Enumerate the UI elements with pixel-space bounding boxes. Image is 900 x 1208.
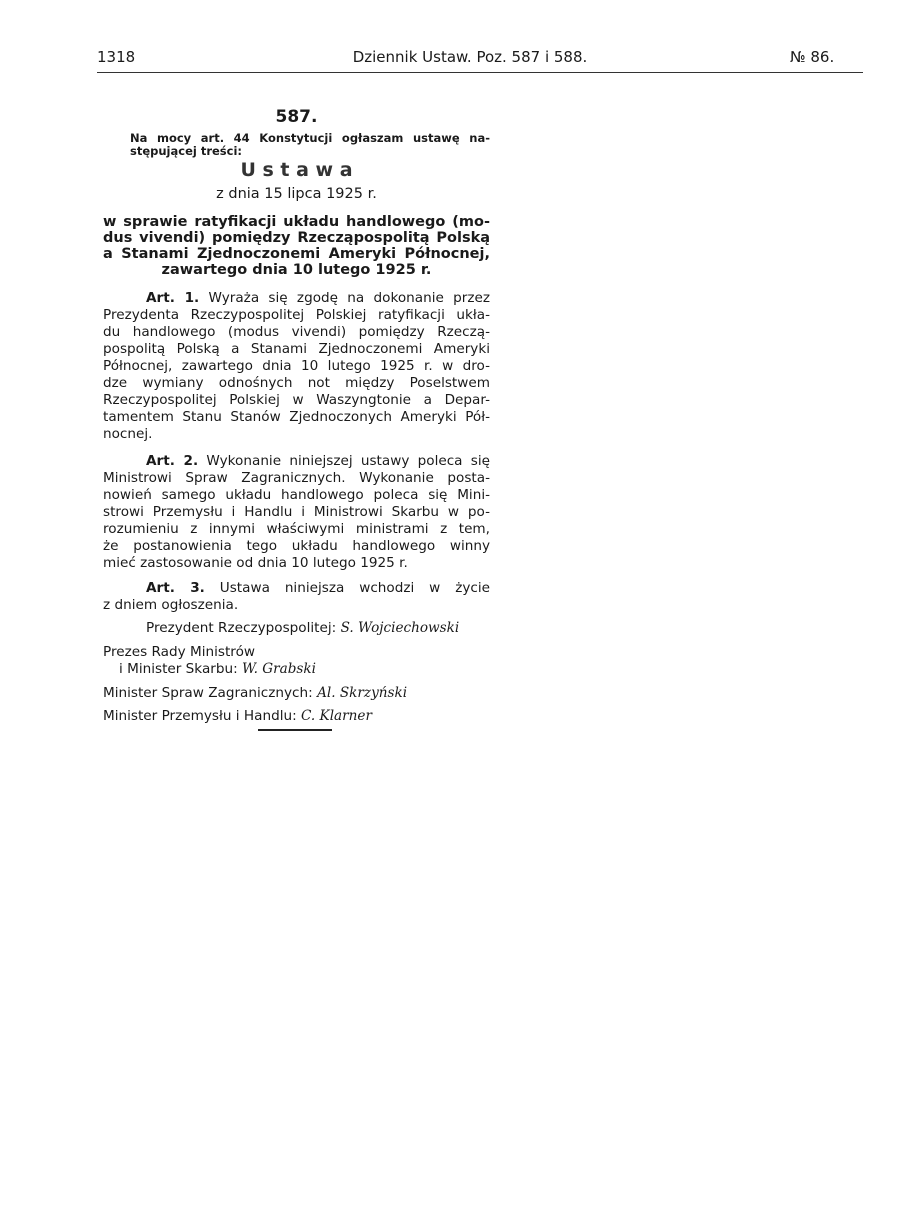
page-number: 1318 bbox=[97, 48, 136, 66]
article-line: nocnej. bbox=[103, 426, 153, 442]
title-line: zawartego dnia 10 lutego 1925 r. bbox=[161, 262, 432, 278]
article-line: mieć zastosowanie od dnia 10 lutego 1925 r. bbox=[103, 555, 408, 571]
article-line: pospolitą Polską a Stanami Zjednoczonemi Ameryki bbox=[103, 341, 490, 357]
signature-name: C. Klarner bbox=[301, 708, 372, 724]
article-line: strowi Przemysłu i Handlu i Ministrowi Skarbu w po- bbox=[103, 504, 490, 520]
signature-name: W. Grabski bbox=[242, 661, 316, 677]
article-line: nowień samego układu handlowego poleca się Mini- bbox=[103, 487, 490, 503]
article-label: Art. 3. bbox=[146, 580, 205, 596]
article-line: Północnej, zawartego dnia 10 lutego 1925 r. w dro- bbox=[103, 358, 490, 374]
document-date: z dnia 15 lipca 1925 r. bbox=[216, 186, 377, 202]
article-line: Ministrowi Spraw Zagranicznych. Wykonanie posta- bbox=[103, 470, 490, 486]
signature-role: Prezes Rady Ministrów bbox=[103, 644, 256, 660]
article-label: Art. 1. bbox=[146, 290, 200, 306]
article-line: Prezydenta Rzeczypospolitej Polskiej ratyfikacji ukła- bbox=[103, 307, 490, 323]
preamble-line: stępującej treści: bbox=[130, 144, 242, 158]
article-label: Art. 2. bbox=[146, 453, 199, 469]
signature-name: S. Wojciechowski bbox=[340, 620, 460, 636]
signature-role: i Minister Skarbu: bbox=[119, 661, 238, 677]
document-type: U s t a w a bbox=[240, 159, 353, 181]
article-line: Rzeczypospolitej Polskiej w Waszyngtonie a Depar- bbox=[103, 392, 490, 408]
article-line: dze wymiany odnośnych not między Poselstwem bbox=[103, 375, 490, 391]
issue-number: № 86. bbox=[790, 48, 835, 66]
article-line: rozumieniu z innymi właściwymi ministrami z tem, bbox=[103, 521, 490, 537]
signature-role: Prezydent Rzeczypospolitej: bbox=[146, 620, 337, 636]
article-line: Wyraża się zgodę na dokonanie przez bbox=[208, 290, 491, 306]
signature-name: Al. Skrzyński bbox=[317, 685, 408, 701]
end-rule bbox=[258, 729, 332, 731]
title-line: w sprawie ratyfikacji układu handlowego (mo- bbox=[103, 214, 490, 230]
article-line: Ustawa niniejsza wchodzi w życie bbox=[219, 580, 491, 596]
title-line: dus vivendi) pomiędzy Rzecząpospolitą Polską bbox=[103, 230, 490, 246]
signature-role: Minister Spraw Zagranicznych: bbox=[103, 685, 313, 701]
position-number: 587. bbox=[275, 107, 318, 127]
signature-role: Minister Przemysłu i Handlu: bbox=[103, 708, 297, 724]
title-line: a Stanami Zjednoczonemi Ameryki Północnej, bbox=[103, 246, 490, 262]
preamble-line: Na mocy art. 44 Konstytucji ogłaszam ustawę na- bbox=[130, 131, 490, 145]
header-rule bbox=[97, 72, 863, 73]
article-line: tamentem Stanu Stanów Zjednoczonych Ameryki Pół- bbox=[103, 409, 490, 425]
article-line: że postanowienia tego układu handlowego winny bbox=[103, 538, 490, 554]
running-title: Dziennik Ustaw. Poz. 587 i 588. bbox=[352, 48, 588, 66]
article-line: z dniem ogłoszenia. bbox=[103, 597, 239, 613]
article-line: du handlowego (modus vivendi) pomiędzy Rzeczą- bbox=[103, 324, 490, 340]
article-line: Wykonanie niniejszej ustawy poleca się bbox=[206, 453, 490, 469]
